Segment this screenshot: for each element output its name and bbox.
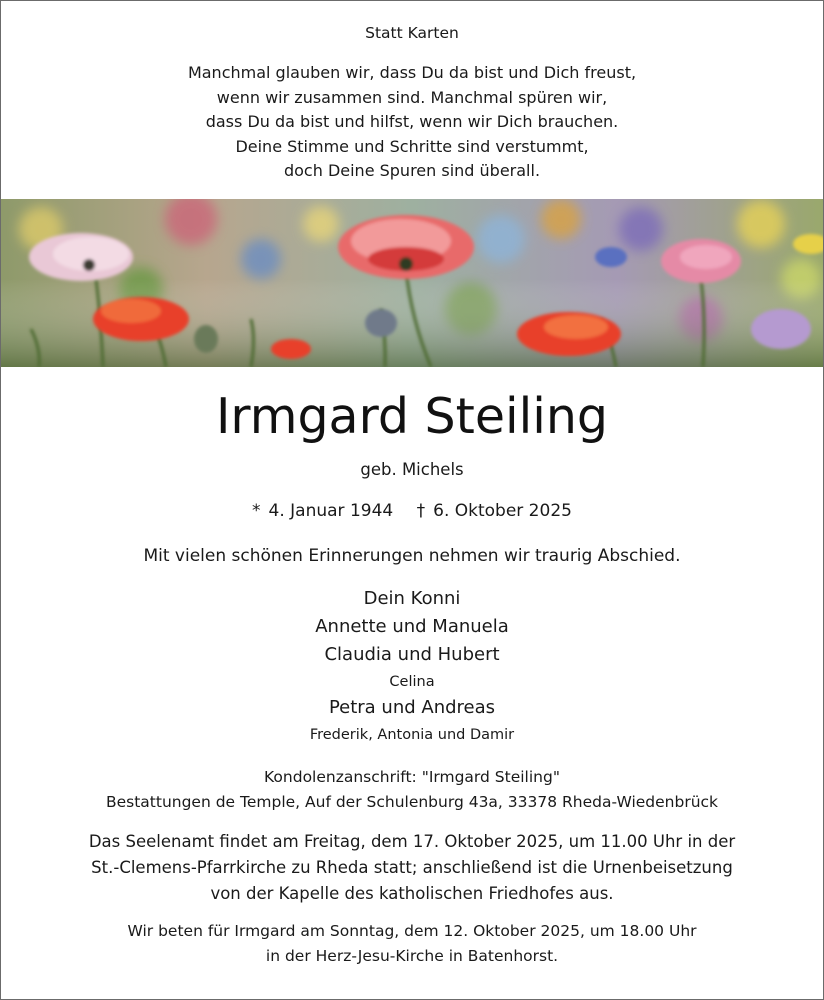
birth-symbol: * bbox=[252, 501, 261, 521]
maiden-name: geb. Michels bbox=[360, 460, 464, 479]
poem-line: wenn wir zusammen sind. Manchmal spüren wir, bbox=[216, 87, 608, 107]
funeral-line: Das Seelenamt findet am Freitag, dem 17. Oktober 2025, um 11.00 Uhr in der bbox=[88, 832, 736, 851]
condolence-address bbox=[1, 765, 823, 815]
prayer-notice bbox=[1, 919, 823, 969]
life-dates bbox=[1, 501, 823, 521]
family-member: Frederik, Antonia und Damir bbox=[309, 727, 515, 743]
birth-date: 4. Januar 1944 bbox=[268, 501, 394, 521]
funeral-line: St.-Clemens-Pfarrkirche zu Rheda statt; anschließend ist die Urnenbeisetzung bbox=[91, 858, 733, 877]
family-member: Celina bbox=[389, 674, 435, 690]
prayer-line: in der Herz-Jesu-Kirche in Batenhorst. bbox=[265, 947, 559, 965]
farewell-text: Mit vielen schönen Erinnerungen nehmen wir traurig Abschied. bbox=[143, 546, 681, 566]
poem-line: Deine Stimme und Schritte sind verstummt, bbox=[235, 136, 589, 156]
family-member: Petra und Andreas bbox=[328, 697, 496, 718]
condolence-line: Kondolenzanschrift: "Irmgard Steiling" bbox=[264, 768, 560, 786]
death-date: 6. Oktober 2025 bbox=[433, 501, 572, 521]
poem-line: Manchmal glauben wir, dass Du da bist und Dich freust, bbox=[187, 63, 637, 82]
deceased-name: Irmgard Steiling bbox=[215, 388, 609, 445]
family-member: Dein Konni bbox=[363, 588, 461, 609]
funeral-line: von der Kapelle des katholischen Friedhofes aus. bbox=[210, 884, 614, 903]
poppy-meadow-image bbox=[1, 199, 823, 367]
condolence-line: Bestattungen de Temple, Auf der Schulenburg 43a, 33378 Rheda-Wiedenbrück bbox=[105, 793, 719, 811]
death-symbol: † bbox=[416, 501, 426, 521]
poem-line: doch Deine Spuren sind überall. bbox=[283, 161, 541, 180]
family-member: Claudia und Hubert bbox=[324, 644, 500, 665]
poem-line: dass Du da bist und hilfst, wenn wir Dich brauchen. bbox=[205, 112, 619, 131]
poem bbox=[1, 61, 823, 184]
prayer-line: Wir beten für Irmgard am Sonntag, dem 12. Oktober 2025, um 18.00 Uhr bbox=[127, 922, 697, 940]
statt-karten-label: Statt Karten bbox=[365, 24, 459, 42]
funeral-notice bbox=[1, 829, 823, 907]
family-member: Annette und Manuela bbox=[315, 616, 509, 637]
